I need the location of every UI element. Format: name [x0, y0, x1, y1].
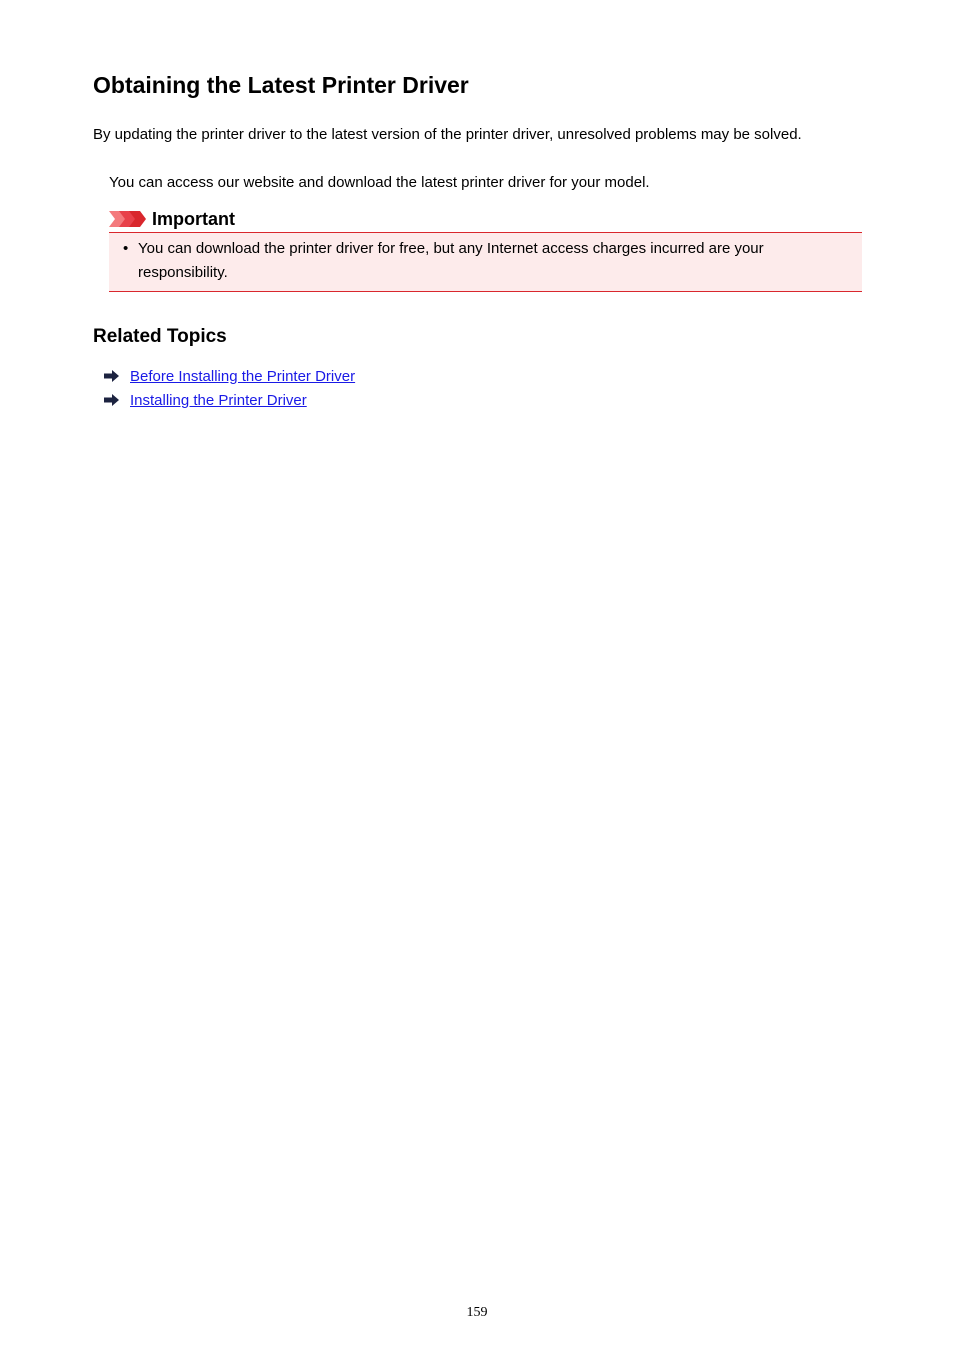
important-note: [109, 205, 862, 292]
page-number: 159: [466, 1305, 488, 1320]
important-chevrons-icon: [109, 211, 147, 227]
page-title: Obtaining the Latest Printer Driver: [93, 72, 469, 98]
important-header: [109, 205, 862, 233]
related-topic-item: [104, 364, 355, 388]
arrow-right-icon: [104, 394, 130, 406]
important-body: [109, 233, 862, 292]
related-topics-title: Related Topics: [93, 326, 227, 347]
intro-paragraph: By updating the printer driver to the latest version of the printer driver, unresolved problems may be solved.: [93, 126, 802, 143]
related-topics-list: [104, 364, 355, 412]
link-installing-driver[interactable]: Installing the Printer Driver: [130, 391, 307, 409]
bullet: •: [123, 240, 129, 257]
important-label: Important: [152, 208, 235, 229]
link-before-installing[interactable]: Before Installing the Printer Driver: [130, 367, 356, 385]
important-text: You can download the printer driver for free, but any Internet access charges incurred are your responsibility.: [138, 240, 764, 281]
related-topic-item: [104, 388, 355, 412]
access-paragraph: You can access our website and download the latest printer driver for your model.: [109, 174, 650, 191]
arrow-right-icon: [104, 370, 130, 382]
